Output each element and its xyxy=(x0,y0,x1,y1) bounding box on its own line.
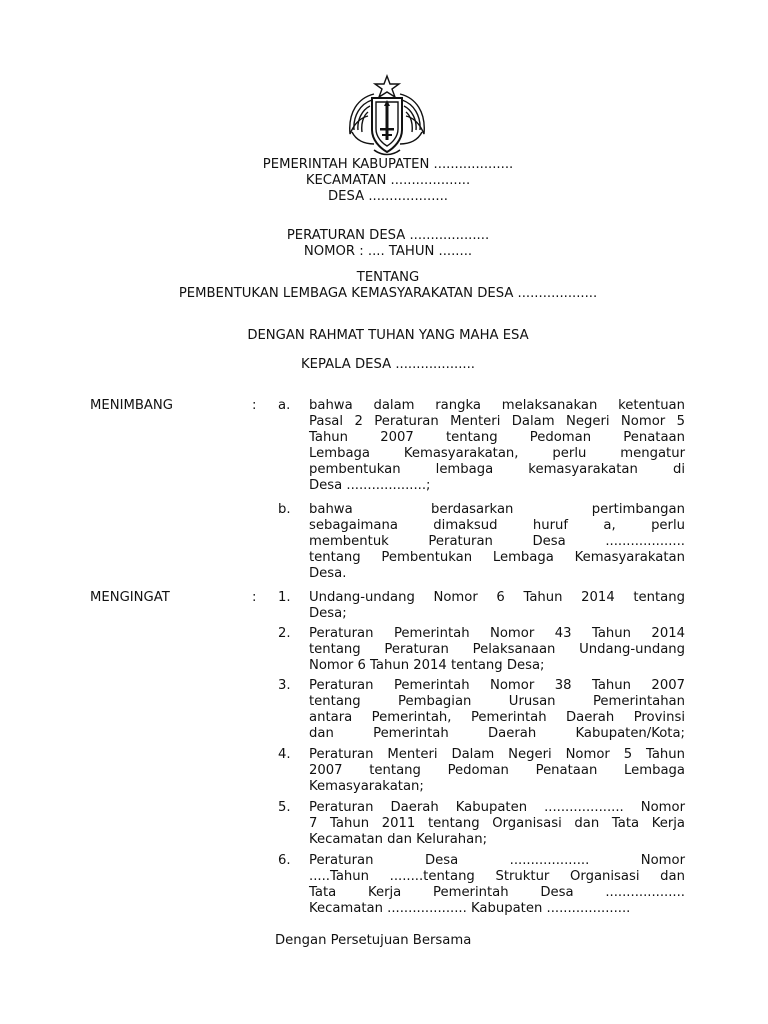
item-line: bahwa dalam rangka melaksanakan ketentuan xyxy=(309,398,685,413)
subject-label: TENTANG xyxy=(356,270,420,285)
item-line: Peraturan Pemerintah Nomor 43 Tahun 2014 xyxy=(309,626,685,641)
mengingat-label: MENGINGAT xyxy=(90,590,170,605)
header-village-line: DESA ................... xyxy=(328,189,448,204)
item-line: .....Tahun ........tentang Struktur Organisasi dan xyxy=(309,869,685,884)
item-line: sebagaimana dimaksud huruf a, perlu xyxy=(309,518,685,533)
menimbang-label: MENIMBANG xyxy=(90,398,173,413)
item-line: 2007 tentang Pedoman Penataan Lembaga xyxy=(309,763,685,778)
item-line: Peraturan Desa ................... Nomor xyxy=(309,853,685,868)
header-regency-line: PEMERINTAH KABUPATEN ................... xyxy=(262,157,514,172)
item-line: Lembaga Kemasyarakatan, perlu mengatur xyxy=(309,446,685,461)
item-line: Undang-undang Nomor 6 Tahun 2014 tentang xyxy=(309,590,685,605)
item-line: membentuk Peraturan Desa ................... xyxy=(309,534,685,549)
item-text xyxy=(309,678,685,742)
joint-approval-line: Dengan Persetujuan Bersama xyxy=(275,933,472,948)
item-marker: 4. xyxy=(278,747,291,762)
item-text xyxy=(309,800,685,848)
regulation-heading xyxy=(0,228,768,260)
item-line: tentang Peraturan Pelaksanaan Undang-undang xyxy=(309,642,685,657)
authority-line xyxy=(0,357,768,373)
item-text xyxy=(309,398,685,494)
grace-line xyxy=(0,328,768,344)
item-line: Peraturan Menteri Dalam Negeri Nomor 5 Tahun xyxy=(309,747,685,762)
item-line: antara Pemerintah, Pemerintah Daerah Provinsi xyxy=(309,710,685,725)
subject-title: PEMBENTUKAN LEMBAGA KEMASYARAKATAN DESA ................... xyxy=(178,286,598,301)
header-district-line: KECAMATAN ................... xyxy=(305,173,471,188)
item-marker: 6. xyxy=(278,853,291,868)
document-header xyxy=(0,157,768,205)
item-line: pembentukan lembaga kemasyarakatan di xyxy=(309,462,685,477)
subject-heading xyxy=(0,270,768,302)
item-line: Desa ...................; xyxy=(309,478,431,493)
item-marker: 5. xyxy=(278,800,291,815)
item-line: Tata Kerja Pemerintah Desa ................... xyxy=(309,885,685,900)
mengingat-colon: : xyxy=(252,590,257,605)
regulation-number: NOMOR : .... TAHUN ........ xyxy=(303,244,473,259)
regulation-title: PERATURAN DESA ................... xyxy=(286,228,490,243)
item-text xyxy=(309,747,685,795)
item-line: Tahun 2007 tentang Pedoman Penataan xyxy=(309,430,685,445)
item-text xyxy=(309,590,685,622)
item-text xyxy=(309,853,685,917)
item-line: 7 Tahun 2011 tentang Organisasi dan Tata Kerja xyxy=(309,816,685,831)
menimbang-colon: : xyxy=(252,398,257,413)
authority-text: KEPALA DESA ................... xyxy=(301,357,475,372)
item-line: Pasal 2 Peraturan Menteri Dalam Negeri Nomor 5 xyxy=(309,414,685,429)
item-text xyxy=(309,502,685,582)
item-text xyxy=(309,626,685,674)
item-marker: 3. xyxy=(278,678,291,693)
item-line: Kemasyarakatan; xyxy=(309,779,424,794)
item-line: dan Pemerintah Daerah Kabupaten/Kota; xyxy=(309,726,685,741)
regency-emblem-icon xyxy=(344,72,430,158)
item-line: tentang Pembentukan Lembaga Kemasyarakatan xyxy=(309,550,685,565)
item-marker: a. xyxy=(278,398,291,413)
item-marker: 2. xyxy=(278,626,291,641)
item-line: tentang Pembagian Urusan Pemerintahan xyxy=(309,694,685,709)
item-line: Kecamatan ................... Kabupaten .................... xyxy=(309,901,631,916)
item-line: Peraturan Daerah Kabupaten ................... Nomor xyxy=(309,800,685,815)
item-marker: 1. xyxy=(278,590,291,605)
item-line: Kecamatan dan Kelurahan; xyxy=(309,832,488,847)
item-line: Desa. xyxy=(309,566,347,581)
item-line: bahwa berdasarkan pertimbangan xyxy=(309,502,685,517)
item-line: Peraturan Pemerintah Nomor 38 Tahun 2007 xyxy=(309,678,685,693)
grace-text: DENGAN RAHMAT TUHAN YANG MAHA ESA xyxy=(247,328,529,343)
item-marker: b. xyxy=(278,502,291,517)
item-line: Desa; xyxy=(309,606,347,621)
item-line: Nomor 6 Tahun 2014 tentang Desa; xyxy=(309,658,545,673)
